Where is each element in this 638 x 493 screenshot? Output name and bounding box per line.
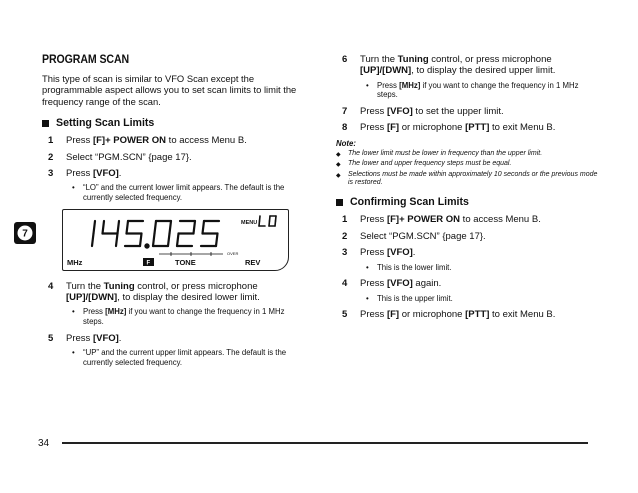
lcd-rev-label: REV [245, 257, 261, 267]
step-3-bullet: • “LO” and the current lower limit appears. The default is the currently selected frequency. [72, 183, 285, 203]
lcd-segment-0-c [92, 233, 94, 246]
step-number: 7 [342, 106, 348, 117]
left-column [42, 54, 304, 373]
diamond-bullet-icon: ◆ [336, 172, 341, 179]
lcd-decimal-point [145, 244, 148, 247]
lcd-segment-5-c [216, 233, 218, 246]
lcd-segment-1-c [116, 233, 118, 246]
confirm-step-3-bullet: • This is the lower limit. [366, 262, 452, 272]
step-2 [42, 152, 304, 163]
chapter-tab [14, 222, 36, 244]
note-item: ◆ The lower and upper frequency steps must be equal. [336, 160, 512, 169]
lcd-f-label: F [146, 260, 151, 267]
step-number: 4 [342, 278, 348, 290]
chapter-number-icon [14, 222, 36, 244]
bullet-dot-icon: • [366, 262, 369, 272]
note-item: ◆ The lower limit must be lower in frequency than the upper limit. [336, 149, 543, 158]
lcd-segment-1-b [118, 221, 120, 234]
lcd-segment-3-f [155, 221, 157, 234]
confirm-step-5 [336, 309, 598, 320]
setting-scan-limits-title: Setting Scan Limits [56, 117, 155, 130]
square-bullet-icon [336, 199, 343, 206]
right-column [336, 54, 598, 326]
step-text: Select “PGM.SCN” {page 17}. [66, 151, 192, 163]
lcd-segment-2-c [140, 233, 142, 246]
step-6-bullet: • Press [MHz] if you want to change the frequency in 1 MHz steps. [366, 80, 579, 100]
page-number: 34 [38, 438, 50, 449]
lcd-segment-2-f [127, 221, 129, 234]
step-3 [42, 168, 304, 179]
step-5 [42, 333, 304, 344]
step-1 [42, 135, 304, 146]
confirming-scan-limits-title: Confirming Scan Limits [350, 196, 469, 209]
step-8 [336, 122, 598, 133]
lcd-segment-mode-1-f [270, 216, 271, 221]
step-7 [336, 106, 598, 117]
step-text: Press [VFO]. [66, 168, 122, 180]
diamond-bullet-icon: ◆ [336, 151, 341, 158]
bullet-dot-icon: • [72, 307, 75, 317]
step-6 [336, 54, 598, 77]
note-label: Note: [336, 138, 356, 148]
step-text: Press [F] or microphone [PTT] to exit Menu B. [360, 309, 556, 321]
step-text: Press [F]+ POWER ON to access Menu B. [66, 135, 247, 147]
diamond-bullet-icon: ◆ [336, 162, 341, 169]
step-text: Press [F]+ POWER ON to access Menu B. [360, 214, 541, 226]
step-number: 5 [342, 309, 348, 321]
lcd-segment-4-b [194, 221, 196, 234]
lcd-segment-3-b [170, 221, 172, 234]
square-bullet-icon [42, 120, 49, 127]
step-text: Press [VFO] to set the upper limit. [360, 106, 504, 117]
step-number: 4 [48, 280, 54, 292]
chapter-number: 7 [22, 228, 28, 240]
step-number: 5 [48, 332, 54, 344]
step-text: Select “PGM.SCN” {page 17}. [360, 230, 486, 242]
lcd-mode-digits [259, 216, 276, 226]
lcd-over-label: OVER [227, 250, 239, 256]
bullet-dot-icon: • [72, 183, 75, 193]
lcd-segment-1-f [103, 221, 105, 234]
step-text: Press [F] or microphone [PTT] to exit Menu B. [360, 122, 556, 134]
confirming-scan-limits-heading [336, 196, 598, 208]
lcd-frequency-digits [92, 221, 219, 248]
lcd-tone-scale [159, 252, 223, 256]
step-5-bullet: • “UP” and the current upper limit appears. The default is the currently selected frequency. [72, 348, 287, 367]
lcd-graphic [63, 210, 288, 270]
lcd-tone-label: TONE [175, 257, 196, 267]
lcd-segment-0-b [94, 221, 96, 234]
lcd-menu-label: MENU [241, 219, 258, 226]
step-number: 8 [342, 122, 348, 134]
step-text: Press [VFO]. [360, 247, 416, 259]
lcd-segment-4-e [177, 233, 179, 246]
lcd-mhz-label: MHz [67, 257, 83, 267]
note-item: ◆ Selections must be made within approximately 10 seconds or the previous mode is restored. [336, 170, 598, 187]
step-text: Turn the Tuning control, or press microphone [UP]/[DWN], to display the desired lower limit. [66, 280, 260, 304]
confirm-step-4 [336, 278, 598, 289]
step-text: Turn the Tuning control, or press microphone [UP]/[DWN], to display the desired upper limit. [360, 54, 556, 77]
confirm-step-2 [336, 231, 598, 242]
step-number: 1 [48, 135, 54, 147]
lcd-segment-5-f [203, 221, 205, 234]
step-4 [42, 281, 304, 304]
intro-paragraph: This type of scan is similar to VFO Scan except the programmable aspect allows you to set scan limits to limit the frequency range of the scan. [42, 73, 297, 107]
bullet-dot-icon: • [366, 293, 369, 303]
step-number: 6 [342, 54, 348, 65]
step-4-bullet: • Press [MHz] if you want to change the frequency in 1 MHz steps. [72, 307, 285, 327]
confirm-step-4-bullet: • This is the upper limit. [366, 293, 453, 303]
step-text: Press [VFO]. [66, 332, 122, 344]
setting-scan-limits-heading [42, 117, 304, 129]
confirm-step-1 [336, 214, 598, 225]
step-number: 3 [48, 168, 54, 180]
step-text: Press [VFO] again. [360, 278, 442, 290]
step-number: 2 [342, 230, 348, 242]
bullet-dot-icon: • [366, 80, 369, 90]
lcd-segment-3-e [153, 233, 155, 246]
lcd-display-illustration [62, 209, 289, 271]
page-title: PROGRAM SCAN [42, 54, 130, 66]
step-number: 2 [48, 151, 54, 163]
lcd-segment-3-c [168, 233, 170, 246]
footer-rule [62, 442, 588, 444]
step-number: 1 [342, 214, 348, 226]
step-number: 3 [342, 247, 348, 259]
confirm-step-3 [336, 247, 598, 258]
bullet-dot-icon: • [72, 348, 75, 358]
